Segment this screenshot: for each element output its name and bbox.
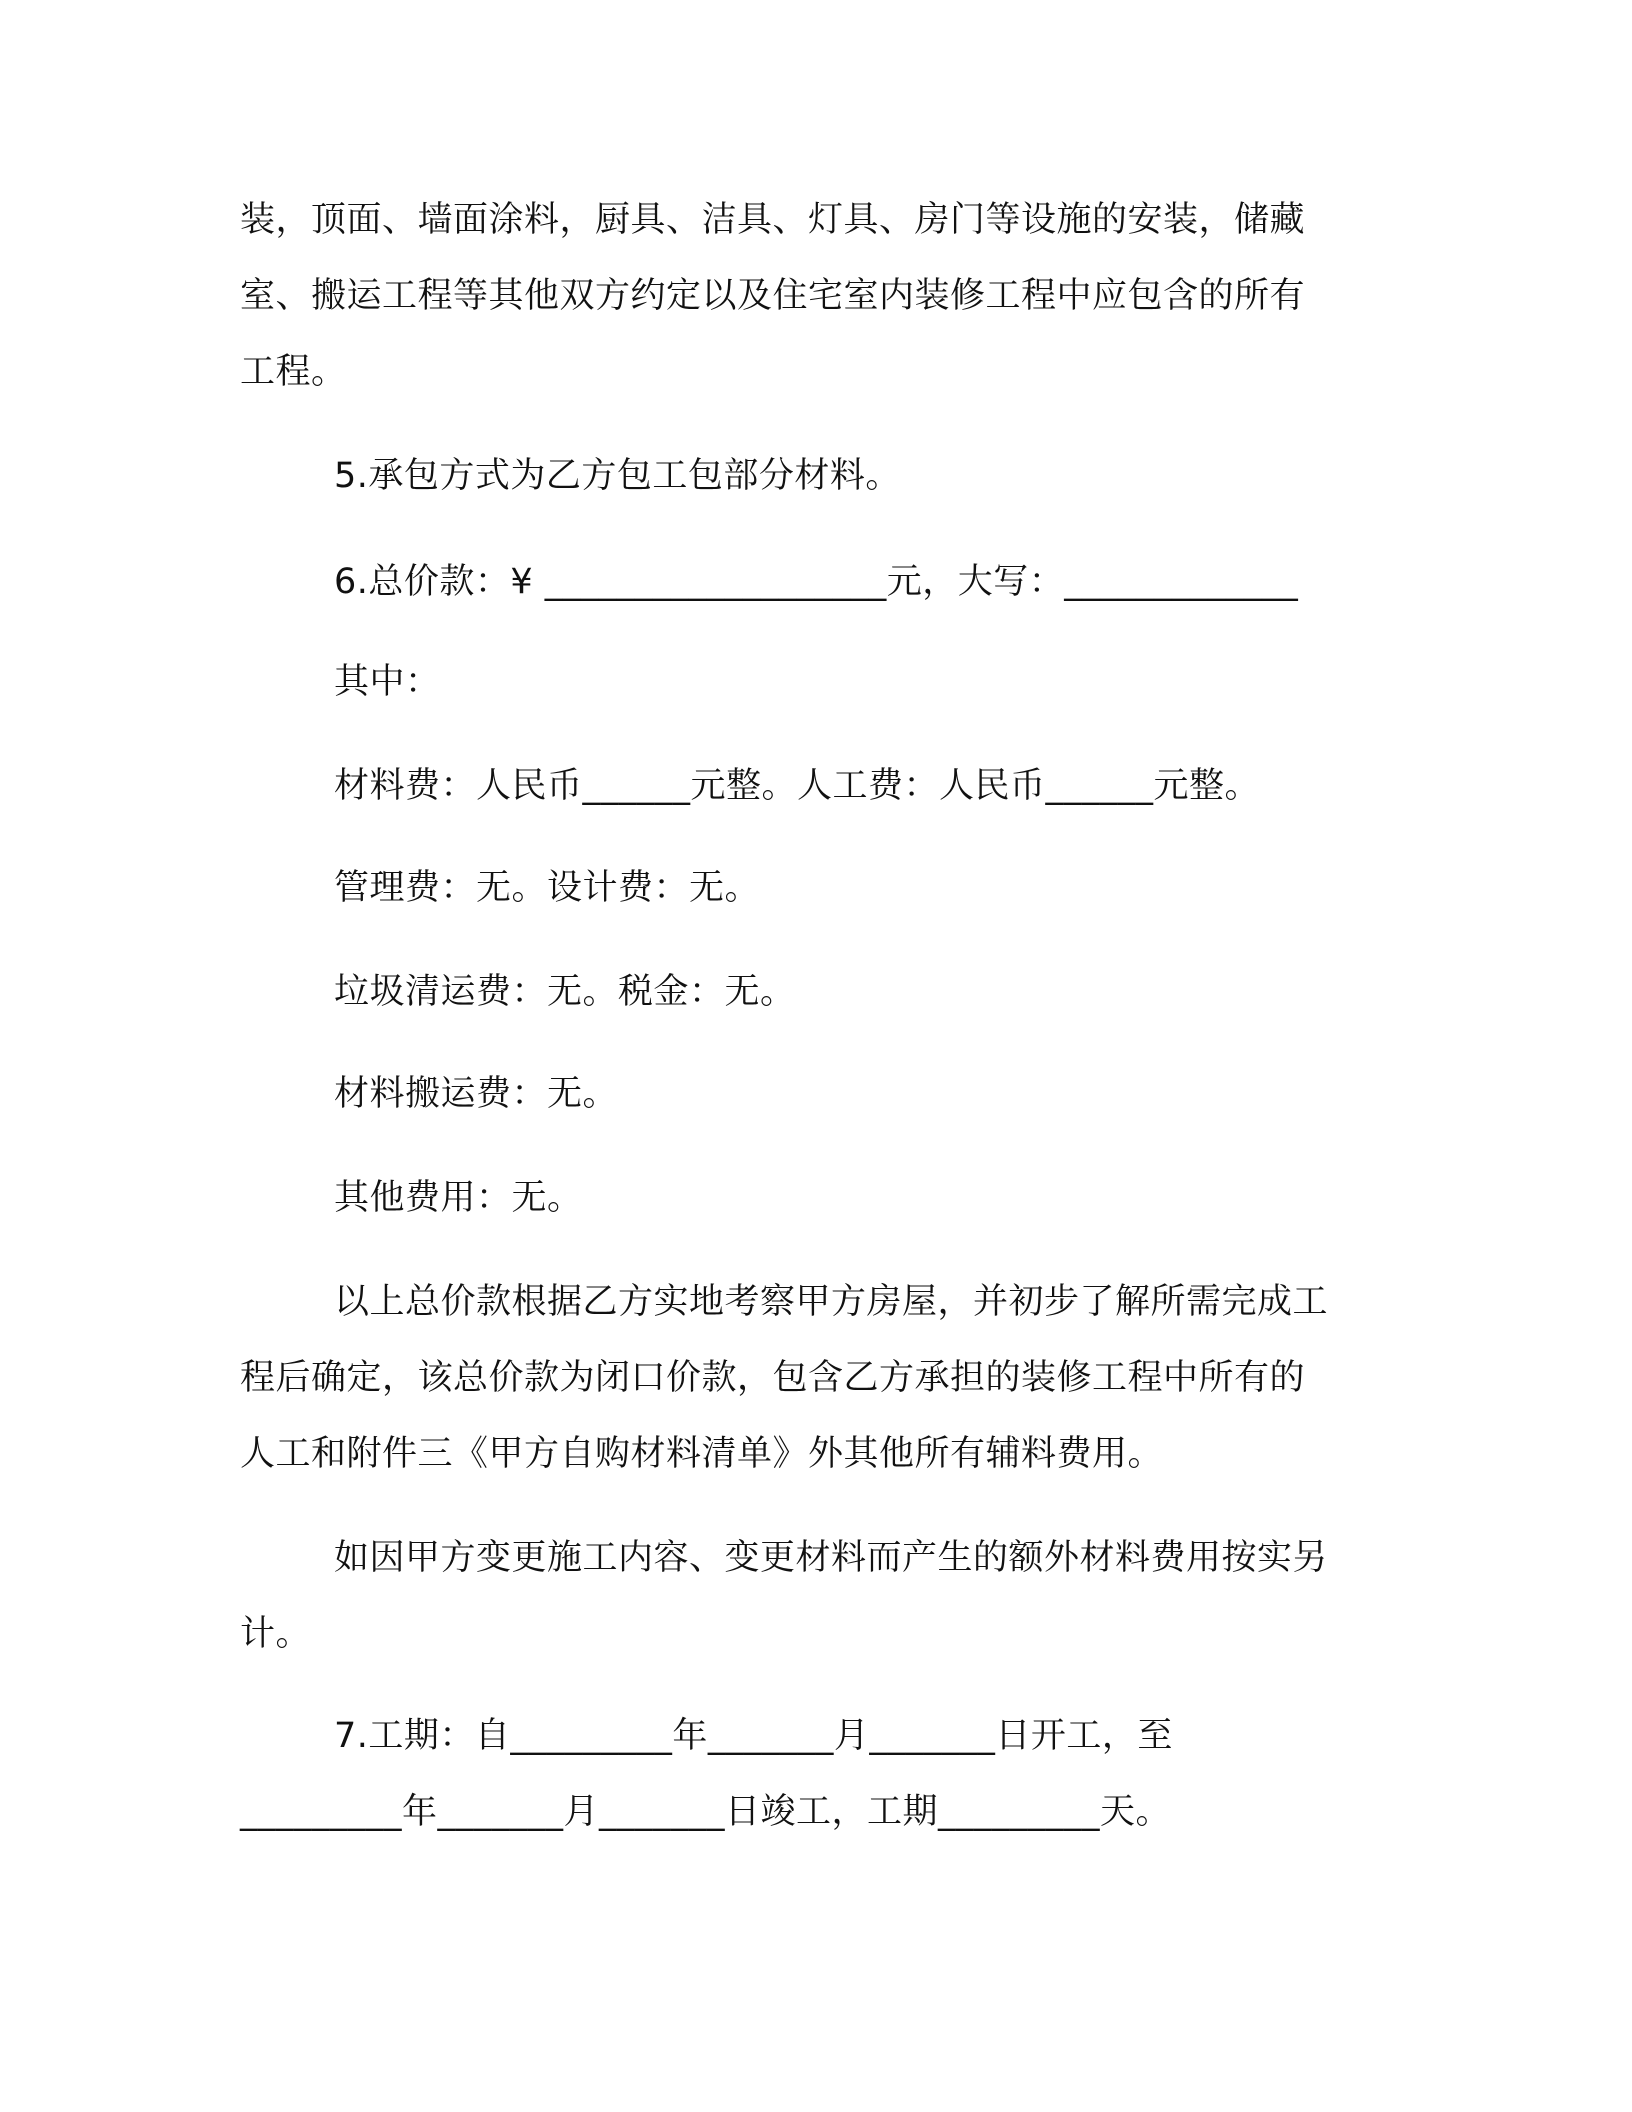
text-line: 人工和附件三《甲方自购材料清单》外其他所有辅料费用。 (240, 1434, 1164, 1474)
text-line: 材料费：人民币______元整。人工费：人民币______元整。 (334, 766, 1261, 806)
text-line: _________年_______月_______日竣工，工期_________天。 (240, 1792, 1172, 1832)
text-line: 其他费用：无。 (334, 1178, 583, 1218)
text-line: 程后确定，该总价款为闭口价款，包含乙方承担的装修工程中所有的 (240, 1358, 1306, 1398)
text-line: 如因甲方变更施工内容、变更材料而产生的额外材料费用按实另 (334, 1538, 1329, 1578)
text-line: 以上总价款根据乙方实地考察甲方房屋，并初步了解所需完成工 (334, 1282, 1329, 1322)
text-line: 7.工期：自_________年_______月_______日开工，至 (334, 1716, 1173, 1756)
text-line: 5.承包方式为乙方包工包部分材料。 (334, 456, 901, 496)
text-line: 管理费：无。设计费：无。 (334, 868, 761, 908)
text-line: 装，顶面、墙面涂料，厨具、洁具、灯具、房门等设施的安装，储藏 (240, 200, 1306, 240)
text-line: 计。 (240, 1614, 312, 1654)
text-line: 材料搬运费：无。 (334, 1074, 619, 1114)
text-line: 工程。 (240, 352, 347, 392)
text-line: 室、搬运工程等其他双方约定以及住宅室内装修工程中应包含的所有 (240, 276, 1306, 316)
text-line: 6.总价款：¥ ___________________元，大写：_____________ (334, 562, 1299, 602)
text-line: 垃圾清运费：无。税金：无。 (334, 972, 796, 1012)
text-line: 其中： (334, 662, 441, 702)
